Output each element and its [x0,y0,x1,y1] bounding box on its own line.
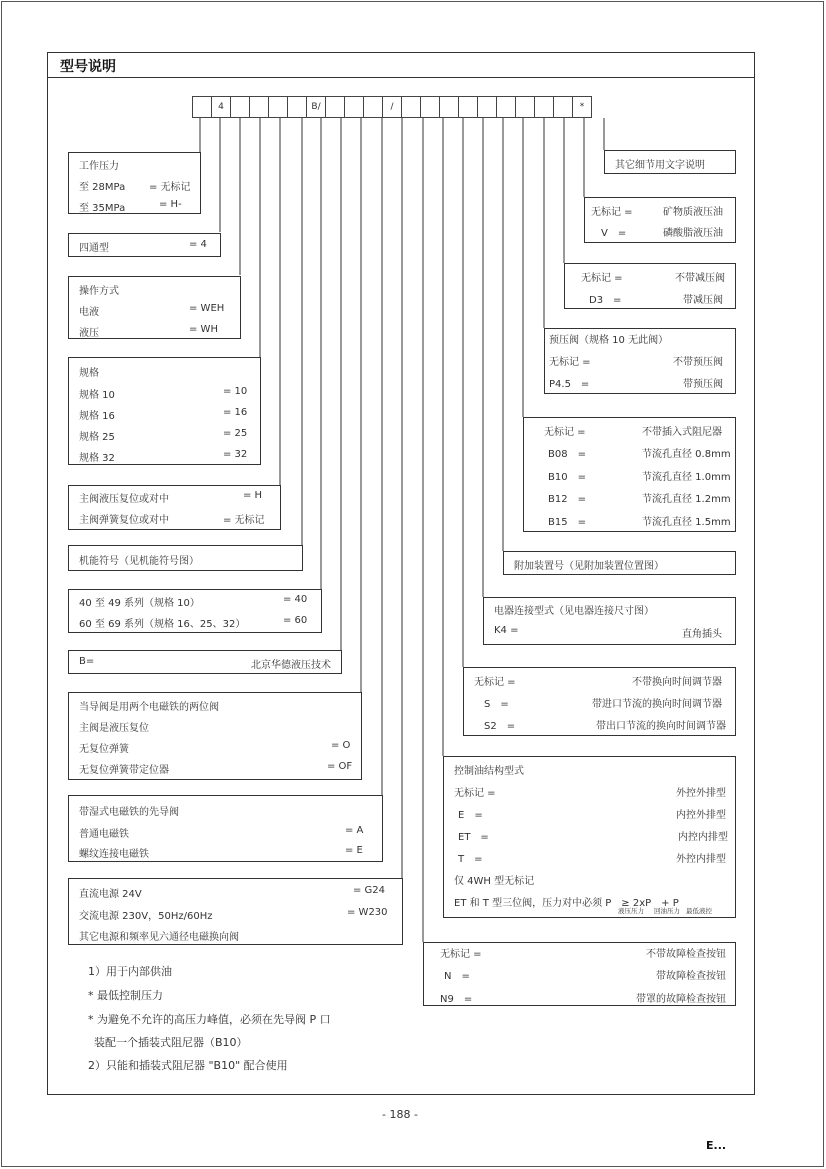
throttle-b08-label: B08 = [548,449,586,460]
footnote-min-pressure: * 最低控制压力 [88,989,163,1002]
size-16-value: = 16 [223,407,248,418]
throttle-none-value: 不带插入式阻尼器 [642,427,722,438]
throttle-b15-value: 节流孔直径 1.5mm [642,517,731,528]
throttle-b15-label: B15 = [548,517,586,528]
code-cell [363,96,383,118]
control-three-position-note: ET 和 T 型三位阀，压力对中必须 P ≥ 2xP + P [454,898,679,909]
wet-e-value: = E [345,845,363,856]
type-box [68,233,221,257]
brand-logo: E... [706,1139,727,1152]
code-cell: / [382,96,402,118]
pressure-28-label: 至 28MPa [79,182,126,193]
footnote-1: 1）用于内部供油 [88,965,172,978]
connector-box [483,597,736,645]
control-et-label: ET = [458,832,489,843]
wet-solenoid-box [68,795,383,862]
size-10-value: = 10 [223,386,248,397]
page-title: 型号说明 [60,59,116,75]
page-number: - 188 - [382,1108,418,1121]
code-cell [515,96,535,118]
connector-k4-value: 直角插头 [682,629,722,640]
operation-eh-label: 电液 [79,307,99,318]
pilot-of-value: = OF [327,761,353,772]
code-cell [420,96,440,118]
timing-s-value: 带进口节流的换向时间调节器 [592,699,722,710]
pilot-line-2: 主阀是液压复位 [79,723,149,734]
size-heading: 规格 [79,368,99,379]
code-cell: B/ [306,96,326,118]
code-cell [230,96,250,118]
control-none-value: 外控外排型 [676,788,726,799]
fluid-box [584,197,736,243]
code-cell [401,96,421,118]
code-cell [496,96,516,118]
prepressure-none-label: 无标记 = [549,357,591,368]
reducing-valve-box [564,263,736,309]
pressure-28-value: = 无标记 [149,182,191,193]
timing-none-value: 不带换向时间调节器 [632,677,722,688]
reset-box [68,485,281,530]
throttle-b10-label: B10 = [548,472,586,483]
control-t-value: 外控内排型 [676,854,726,865]
connector-k4-label: K4 = [494,625,519,636]
control-sub-return: 回油压力 [654,907,680,915]
control-e-value: 内控外排型 [676,810,726,821]
details-label: 其它细节用文字说明 [615,160,705,171]
operation-eh-value: = WEH [189,303,225,314]
symbol-box [68,545,303,571]
code-cell [249,96,269,118]
throttle-b10-value: 节流孔直径 1.0mm [642,472,731,483]
brand-label: B= [79,656,95,667]
fluid-phosphate-label: V = [601,228,627,239]
code-cell [344,96,364,118]
pressure-35-label: 至 35MPa [79,203,126,214]
code-cell [287,96,307,118]
brand-value: 北京华德液压技术 [251,660,331,671]
size-32-value: = 32 [223,449,248,460]
control-oil-box [443,756,736,918]
power-box [68,878,403,945]
accessory-box [503,551,736,575]
pilot-line-1: 当导阀是用两个电磁铁的两位阀 [79,702,219,713]
operation-h-value: = WH [189,324,218,335]
series-60-label: 60 至 69 系列（规格 16、25、32） [79,619,246,630]
fluid-mineral-value: 矿物质液压油 [663,207,723,218]
type-value: = 4 [189,239,207,250]
code-cell [477,96,497,118]
control-et-value: 内控内排型 [678,832,728,843]
operation-box [68,276,241,339]
fault-n9-label: N9 = [440,994,473,1005]
symbol-label: 机能符号（见机能符号图） [79,556,199,567]
control-4wh-note: 仅 4WH 型无标记 [454,876,535,887]
pilot-o-label: 无复位弹簧 [79,744,129,755]
power-ac-label: 交流电源 230V，50Hz/60Hz [79,911,213,922]
code-cell [268,96,288,118]
wet-e-label: 螺纹连接电磁铁 [79,849,149,860]
power-ac-value: = W230 [347,907,388,918]
pressure-box [68,152,201,214]
wet-heading: 带湿式电磁铁的先导阀 [79,807,179,818]
fault-n-value: 带故障检查按钮 [656,971,726,982]
accessory-label: 附加装置号（见附加装置位置图） [514,561,664,572]
footnote-pressure-peak: * 为避免不允许的高压力峰值，必须在先导阀 P 口 [88,1013,331,1026]
size-10-label: 规格 10 [79,390,115,401]
control-t-label: T = [458,854,483,865]
fluid-mineral-label: 无标记 = [591,207,633,218]
code-cell [534,96,554,118]
reducing-d3-value: 带减压阀 [683,295,723,306]
series-40-label: 40 至 49 系列（规格 10） [79,598,200,609]
timing-box [463,667,736,736]
reducing-none-label: 无标记 = [581,273,623,284]
footnote-2: 2）只能和插装式阻尼器 "B10" 配合使用 [88,1059,288,1072]
pressure-heading: 工作压力 [79,161,119,172]
power-dc-label: 直流电源 24V [79,889,142,900]
series-60-value: = 60 [283,615,308,626]
prepressure-heading: 预压阀（规格 10 无此阀） [549,335,669,346]
code-cell [439,96,459,118]
fault-n9-value: 带罩的故障检查按钮 [636,994,726,1005]
timing-s2-value: 带出口节流的换向时间调节器 [596,721,726,732]
wet-a-value: = A [345,825,364,836]
footnote-damper: 装配一个插装式阻尼器（B10） [94,1036,248,1049]
type-label: 四通型 [79,243,109,254]
code-cell [458,96,478,118]
wet-a-label: 普通电磁铁 [79,829,129,840]
code-cell [192,96,212,118]
size-32-label: 规格 32 [79,453,115,464]
series-40-value: = 40 [283,594,308,605]
control-heading: 控制油结构型式 [454,766,524,777]
throttle-b08-value: 节流孔直径 0.8mm [642,449,731,460]
code-cell: 4 [211,96,231,118]
control-sub-supply: 液压压力 [618,907,644,915]
power-dc-value: = G24 [353,885,386,896]
throttle-box [523,417,736,532]
prepressure-p45-label: P4.5 = [549,379,590,390]
control-none-label: 无标记 = [454,788,496,799]
pilot-box [68,692,362,780]
power-other: 其它电源和频率见六通径电磁换向阀 [79,932,239,943]
timing-s-label: S = [484,699,509,710]
control-e-label: E = [458,810,483,821]
fault-none-label: 无标记 = [440,949,482,960]
timing-none-label: 无标记 = [474,677,516,688]
size-box [68,357,261,465]
code-cell: * [572,96,592,118]
series-box [68,589,322,633]
brand-box [68,650,342,674]
code-cell [325,96,345,118]
fault-check-box [423,942,736,1006]
throttle-b12-value: 节流孔直径 1.2mm [642,494,731,505]
size-25-label: 规格 25 [79,432,115,443]
details-box [604,150,736,174]
throttle-none-label: 无标记 = [544,427,586,438]
operation-h-label: 液压 [79,328,99,339]
control-sub-min: 最低液控 [686,907,712,915]
fault-n-label: N = [444,971,470,982]
reducing-d3-label: D3 = [589,295,622,306]
connector-heading: 电器连接型式（见电器连接尺寸图） [494,606,654,617]
fluid-phosphate-value: 磷酸脂液压油 [663,228,723,239]
size-16-label: 规格 16 [79,411,115,422]
size-25-value: = 25 [223,428,248,439]
throttle-b12-label: B12 = [548,494,586,505]
model-code-bar [193,96,592,118]
prepressure-p45-value: 带预压阀 [683,379,723,390]
fault-none-value: 不带故障检查按钮 [646,949,726,960]
reset-spring-label: 主阀弹簧复位或对中 [79,515,169,526]
prepressure-box [544,328,736,394]
reset-hydraulic-label: 主阀液压复位或对中 [79,494,169,505]
reducing-none-value: 不带减压阀 [675,273,725,284]
pilot-of-label: 无复位弹簧带定位器 [79,765,169,776]
code-cell [553,96,573,118]
reset-hydraulic-value: = H [243,490,263,501]
timing-s2-label: S2 = [484,721,516,732]
reset-spring-value: = 无标记 [223,515,265,526]
prepressure-none-value: 不带预压阀 [673,357,723,368]
operation-heading: 操作方式 [79,286,119,297]
pilot-o-value: = O [331,740,351,751]
pressure-35-value: = H- [159,199,182,210]
